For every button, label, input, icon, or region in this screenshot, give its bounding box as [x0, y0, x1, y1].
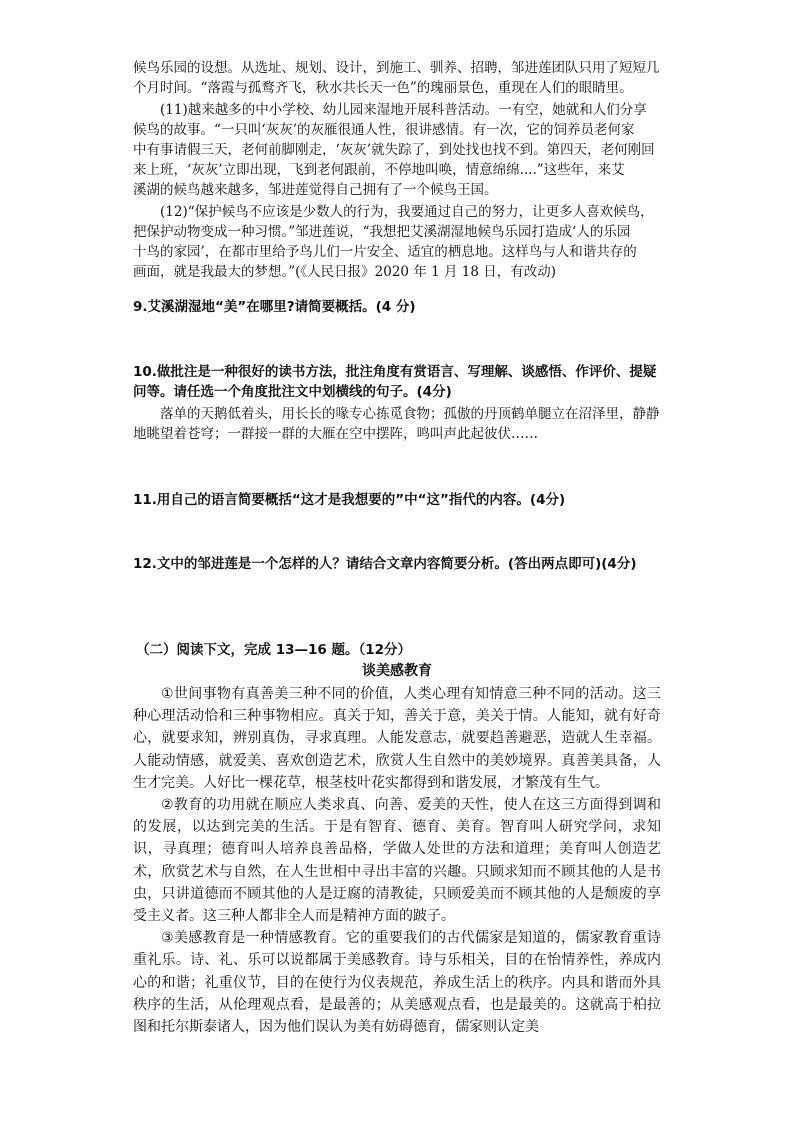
question-10-quote — [133, 404, 663, 444]
article-title: 谈美感教育 — [362, 663, 432, 679]
question-12: 12.文中的邹进莲是一个怎样的人？请结合文章内容简要分析。(答出两点即可)(4分) — [133, 556, 637, 572]
article-paragraph-2: ②教育的功用就在顺应人类求真、向善、爱美的天性，使人在这三方面得到调和的发展，以达到完美的生活。于是有智育、德育、美育。智育叫人研究学问，求知识，寻真理；德育叫人培养良善品格，学做人处世的方法和道理；美育叫人创造艺术，欣赏艺术与自然，在人生世相中寻出丰富的兴趣。只顾求知而不顾其他的人是书虫，只讲道德而不顾其他的人是迂腐的清教徒，只顾爱美而不顾其他的人是颓废的享受主义者。这三种人都非全人而是精神方面的跛子。 — [133, 797, 661, 925]
section-heading: （二）阅读下文，完成 13—16 题。（12分） — [136, 642, 412, 658]
question-10-line: 问等。请任选一个角度批注文中划横线的句子。(4分) — [133, 384, 452, 400]
passage-line: 候鸟的故事。“一只叫‘灰灰’的灰雁很通人性，很讲感情。有一次，它的饲养员老何家 — [133, 122, 635, 138]
passage-line: 中有事请假三天，老何前脚刚走，‘灰灰’就失踪了，到处找也找不到。第四天，老何刚回 — [133, 142, 655, 158]
question-11: 11.用自己的语言简要概括“这才是我想要的”中“这”指代的内容。(4分) — [133, 492, 566, 508]
passage-line: (12)“保护候鸟不应该是少数人的行为，我要通过自己的努力，让更多人喜欢候鸟， — [160, 204, 654, 220]
passage-line: 个月时间。“落霞与孤鹜齐飞，秋水共长天一色”的瑰丽景色，重现在人们的眼睛里。 — [133, 80, 633, 96]
question-9: 9.艾溪湖湿地“美”在哪里?请简要概括。(4 分) — [133, 299, 416, 315]
passage-line: 来上班，‘灰灰’立即出现，飞到老何跟前，不停地叫唤，情意绵绵....”这些年，来艾 — [133, 162, 625, 178]
article-paragraph-3: ③美感教育是一种情感教育。它的重要我们的古代儒家是知道的，儒家教育重诗重礼乐。诗、礼、乐可以说都属于美感教育。诗与乐相关，目的在怡情养性，养成内心的和谐；礼重仪节，目的在使行为仪表规范，养成生活上的秩序。内具和谐而外具秩序的生活，从伦理观点看，是最善的；从美感观点看，也是最美的。这就高于柏拉图和托尔斯泰诸人，因为他们误认为美有妨碍德育，儒家则认定美 — [133, 930, 661, 1036]
passage-line: 溪湖的候鸟越来越多，邹进莲觉得自己拥有了一个候鸟王国。 — [133, 182, 498, 198]
passage-line: 候鸟乐园的设想。从选址、规划、设计，到施工、驯养、招聘，邹进莲团队只用了短短几 — [133, 60, 660, 76]
question-10-line: 10.做批注是一种很好的读书方法，批注角度有赏语言、写理解、谈感悟、作评价、提疑 — [133, 364, 657, 380]
passage-line: 画面，就是我最大的梦想。”(《人民日报》2020 年 1 月 18 日，有改动) — [133, 264, 557, 280]
passage-line: 十鸟的家园’，在都市里给予鸟儿们一片安全、适宜的栖息地。这样鸟与人和谐共存的 — [133, 244, 637, 260]
article-body — [133, 683, 661, 1038]
article-paragraph-1: ①世间事物有真善美三种不同的价值，人类心理有知情意三种不同的活动。这三种心理活动恰和三种事物相应。真关于知，善关于意，美关于情。人能知，就有好奇心，就要求知，辨别真伪，寻求真理。人能发意志，就要趋善避恶，造就人生幸福。人能动情感，就爱美、喜欢创造艺术，欣赏人生自然中的美妙境界。真善美具备，人生才完美。人好比一棵花草，根茎枝叶花实都得到和谐发展，才繁茂有生气。 — [133, 686, 661, 791]
quote-line: 落单的天鹅低着头，用长长的喙专心拣觅食物；孤傲的丹顶鹤单腿立在沼泽里，静静 — [160, 406, 660, 422]
quote-line: 地眺望着苍穹；一群接一群的大雁在空中摆阵，鸣叫声此起彼伏…… — [133, 426, 538, 442]
passage-line: (11)越来越多的中小学校、幼儿园来湿地开展科普活动。一有空，她就和人们分享 — [160, 102, 647, 118]
passage-line: 把保护动物变成一种习惯。”邹进莲说，“我想把艾溪湖湿地候鸟乐园打造成‘人的乐园 — [133, 224, 631, 240]
